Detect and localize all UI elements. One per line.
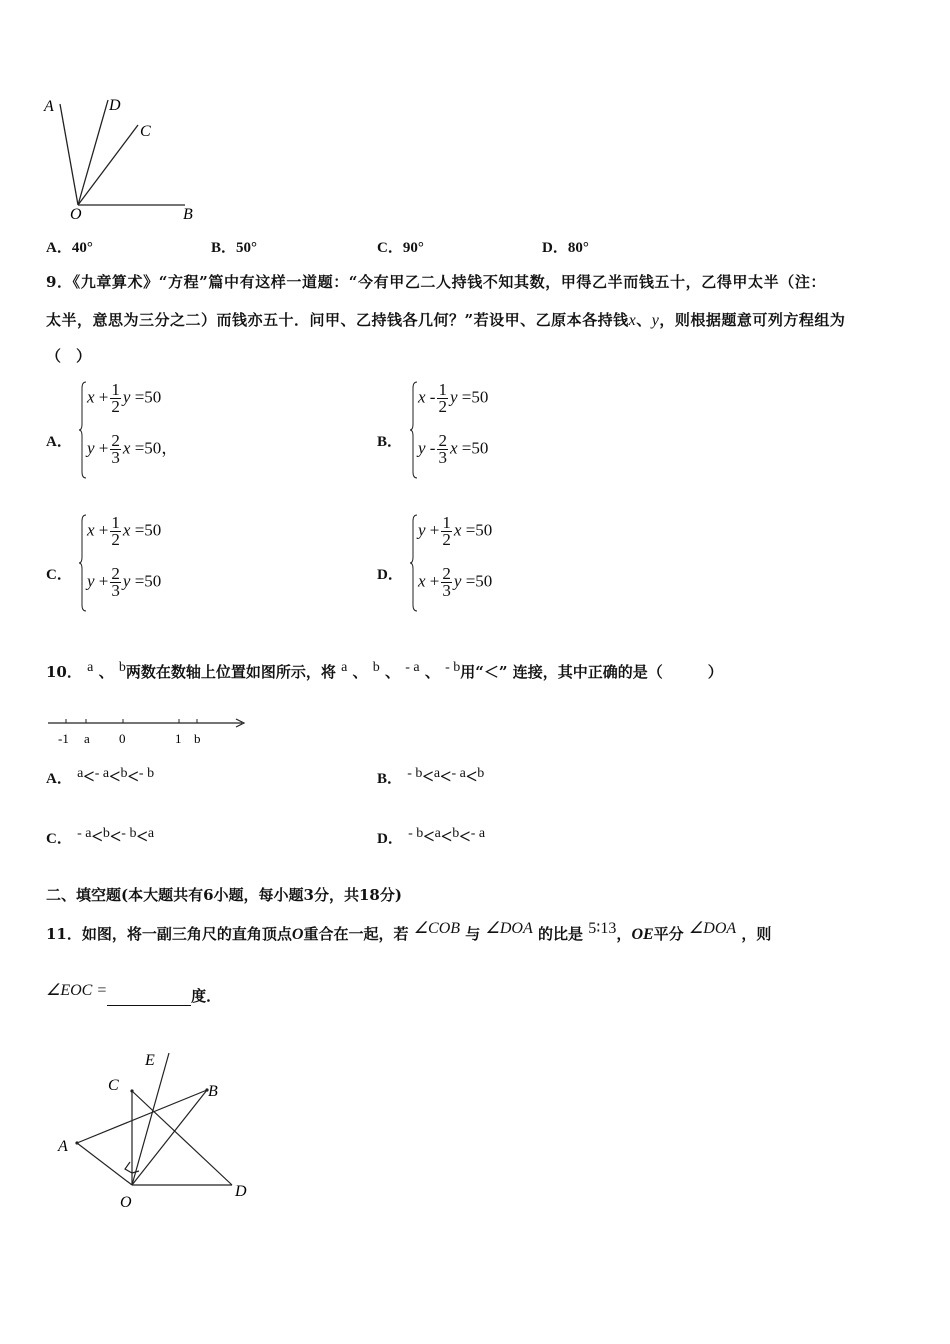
var-b: b <box>118 660 126 675</box>
tick-minus1: -1 <box>58 731 69 746</box>
q9-stem-line1: 9．《九章算术》“方程”篇中有这样一道题：“今有甲乙二人持钱不知其数，甲得乙半而钱五十，乙得甲太半（注： <box>46 273 827 291</box>
q9-option-c-letter[interactable]: C． <box>46 567 72 583</box>
seg-ob <box>132 1090 207 1185</box>
brace-icon <box>79 380 87 480</box>
q10-option-a[interactable]: A． $^a$<$^{- a}$<$^b$<$^{- b}$ <box>46 766 155 788</box>
brace-icon <box>410 380 418 480</box>
right-angle-mark <box>125 1162 132 1173</box>
tick-1: 1 <box>175 731 182 746</box>
label-e: E <box>145 1052 155 1069</box>
equation-2: y + $\frac{2}{3}$ y =50 <box>87 564 162 600</box>
equation-1: x - $\frac{1}{2}$ y =50 <box>418 380 489 416</box>
var-a: a <box>87 660 94 675</box>
label-c: C <box>108 1077 119 1094</box>
seg-cd <box>132 1091 232 1185</box>
q9-option-b-letter[interactable]: B． <box>377 434 403 450</box>
q10-option-c[interactable]: C． $^{- a}$<$^b$<$^{- b}$<$^a$ <box>46 826 155 848</box>
q10-number-line <box>44 712 254 748</box>
option-letter: C． <box>377 240 403 256</box>
equation-2: x + $\frac{2}{3}$ y =50 <box>418 564 493 600</box>
equation-1: y + $\frac{1}{2}$ x =50 <box>418 513 493 549</box>
tick-b: b <box>194 731 201 746</box>
q9-option-d-letter[interactable]: D． <box>377 567 403 583</box>
equation-2: y + $\frac{2}{3}$ x =50， <box>87 431 179 467</box>
q10-stem: 10． $^a$ 、 $^b$两数在数轴上位置如图所示，将 $^a$ 、 $^b$ 、 $^{- a}$ 、 $^{- b}$用“＜” 连接，其中正确的是（ ） <box>46 660 723 681</box>
option-value: 40° <box>71 240 93 256</box>
q8-angle-figure <box>40 92 210 227</box>
tick-a: a <box>84 731 90 746</box>
q9-text2: ，则根据题意可列方程组为 <box>659 311 846 329</box>
ray-oc <box>78 125 138 205</box>
q10-option-b[interactable]: B． $^{- b}$<$^a$<$^{- a}$<$^b$ <box>377 766 485 788</box>
brace-icon <box>410 513 418 613</box>
option-value: 80° <box>567 240 589 256</box>
option-letter: B． <box>211 240 237 256</box>
ray-od <box>78 100 108 205</box>
q9-stem-line2 <box>46 309 845 330</box>
brace-icon <box>79 513 87 613</box>
tick-0: 0 <box>119 731 126 746</box>
label-d: D <box>109 97 121 114</box>
option-letter: A． <box>46 240 72 256</box>
label-o: O <box>70 206 82 223</box>
ray-oe <box>132 1053 169 1185</box>
q8-option-b[interactable] <box>211 236 257 257</box>
q9-text: 太半，意思为三分之二）而钱亦五十．问甲、乙持钱各几何？”若设甲、乙原本各持钱 <box>46 311 629 329</box>
q8-option-d[interactable] <box>542 236 589 257</box>
ray-oa <box>60 104 78 205</box>
section-title: 二、填空题(本大题共有6小题，每小题3分，共18分) <box>46 886 402 904</box>
q10-option-d[interactable]: D． $^{- b}$<$^a$<$^b$<$^{- a}$ <box>377 826 486 848</box>
q10-number: 10． <box>46 663 82 681</box>
q8-option-c[interactable] <box>377 236 424 257</box>
option-letter: D． <box>542 240 568 256</box>
equation-1: x + $\frac{1}{2}$ x =50 <box>87 513 162 549</box>
var-y: y <box>651 312 660 329</box>
q11-stem: 11．如图，将一副三角尺的直角顶点O重合在一起，若 $^{\angle COB}$ 与 $^{\angle DOA}$ 的比是 $^{5∶13}$，OE平分 $^{\angle DOA}$ ，则 <box>46 920 772 943</box>
label-a: A <box>58 1138 68 1155</box>
equation-2: y - $\frac{2}{3}$ x =50 <box>418 431 489 467</box>
q9-stem-line3: （ ） <box>46 347 92 365</box>
answer-blank[interactable] <box>107 991 191 1006</box>
q9-option-c-system[interactable] <box>79 513 199 613</box>
q11-triangle-figure <box>50 1045 270 1215</box>
label-b: B <box>183 206 193 223</box>
q9-option-a-letter[interactable]: A． <box>46 434 72 450</box>
option-value: 90° <box>402 240 424 256</box>
q9-option-b-system[interactable] <box>410 380 530 480</box>
q9-sep: 、 <box>636 311 652 329</box>
var-x: x <box>628 312 637 329</box>
q11-answer-line: $^{\angle EOC =}$ 度． <box>46 982 222 1005</box>
label-a: A <box>44 98 54 115</box>
equation-1: x + $\frac{1}{2}$ y =50 <box>87 380 162 416</box>
label-c: C <box>140 123 151 140</box>
label-d: D <box>235 1183 247 1200</box>
q8-option-a[interactable] <box>46 236 93 257</box>
label-b: B <box>208 1083 218 1100</box>
q9-option-d-system[interactable] <box>410 513 530 613</box>
option-value: 50° <box>236 240 258 256</box>
q9-option-a-system[interactable] <box>79 380 199 480</box>
seg-oa <box>77 1143 132 1185</box>
seg-ab <box>77 1090 207 1143</box>
label-o: O <box>120 1194 132 1211</box>
